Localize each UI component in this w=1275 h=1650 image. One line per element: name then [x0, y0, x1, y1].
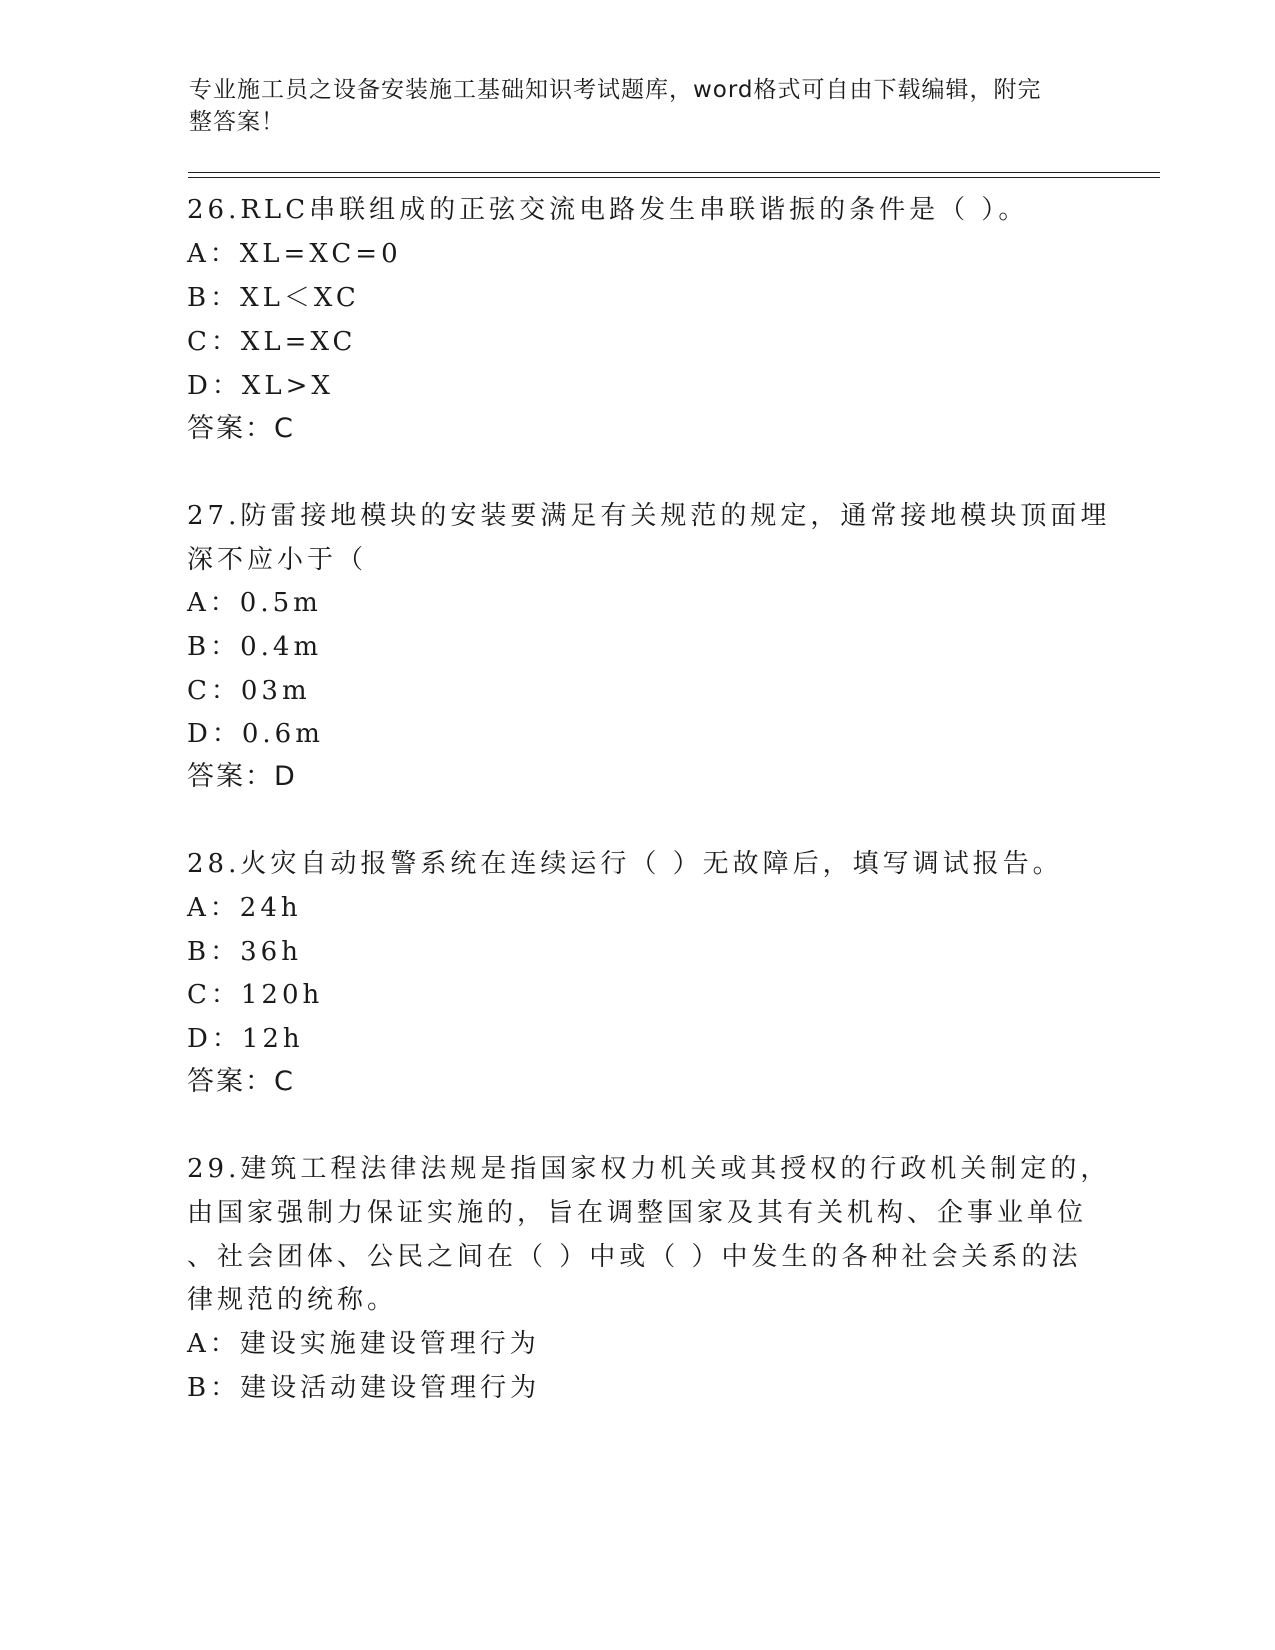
- question-28-option-d: D：12h: [187, 1024, 304, 1054]
- question-26-option-b: B：XL＜XC: [187, 283, 360, 313]
- question-27-option-c: C：03m: [187, 676, 311, 706]
- question-28-option-c: C：120h: [187, 980, 324, 1010]
- question-28-option-b: B：36h: [187, 937, 302, 967]
- document-title-line-1: 专业施工员之设备安装施工基础知识考试题库，word格式可自由下载编辑，附完: [189, 77, 1042, 103]
- document-title-line-2: 整答案！: [189, 109, 285, 135]
- question-29-stem-line-1: 29.建筑工程法律法规是指国家权力机关或其授权的行政机关制定的，: [187, 1154, 1111, 1184]
- question-26-option-c: C：XL=XC: [187, 327, 357, 357]
- question-26-answer: 答案：C: [187, 413, 295, 444]
- question-27-stem-line-2: 深不应小于（: [187, 545, 368, 575]
- question-29-stem-line-4: 律规范的统称。: [187, 1285, 398, 1315]
- question-28-option-a: A：24h: [187, 893, 302, 923]
- question-29-option-a: A：建设实施建设管理行为: [187, 1329, 540, 1359]
- question-29-stem-line-3: 、社会团体、公民之间在（ ）中或（ ）中发生的各种社会关系的法: [187, 1242, 1082, 1272]
- question-26-option-d: D：XL>X: [187, 371, 334, 401]
- question-28-answer: 答案：C: [187, 1066, 295, 1097]
- question-29-stem-line-2: 由国家强制力保证实施的，旨在调整国家及其有关机构、企事业单位: [187, 1198, 1088, 1228]
- header-divider-bottom: [188, 177, 1160, 178]
- question-27-answer: 答案：D: [187, 761, 297, 792]
- question-27-option-a: A：0.5m: [187, 588, 322, 618]
- question-27-option-d: D：0.6m: [187, 719, 324, 749]
- header-divider-top: [188, 172, 1160, 173]
- question-26-option-a: A：XL=XC=0: [187, 239, 402, 269]
- question-27-option-b: B：0.4m: [187, 632, 323, 662]
- question-27-stem-line-1: 27.防雷接地模块的安装要满足有关规范的规定，通常接地模块顶面埋: [187, 501, 1111, 531]
- question-28-stem: 28.火灾自动报警系统在连续运行（ ）无故障后，填写调试报告。: [187, 849, 1063, 879]
- question-29-option-b: B：建设活动建设管理行为: [187, 1373, 541, 1403]
- question-26-stem: 26.RLC串联组成的正弦交流电路发生串联谐振的条件是（ ）。: [187, 195, 1029, 225]
